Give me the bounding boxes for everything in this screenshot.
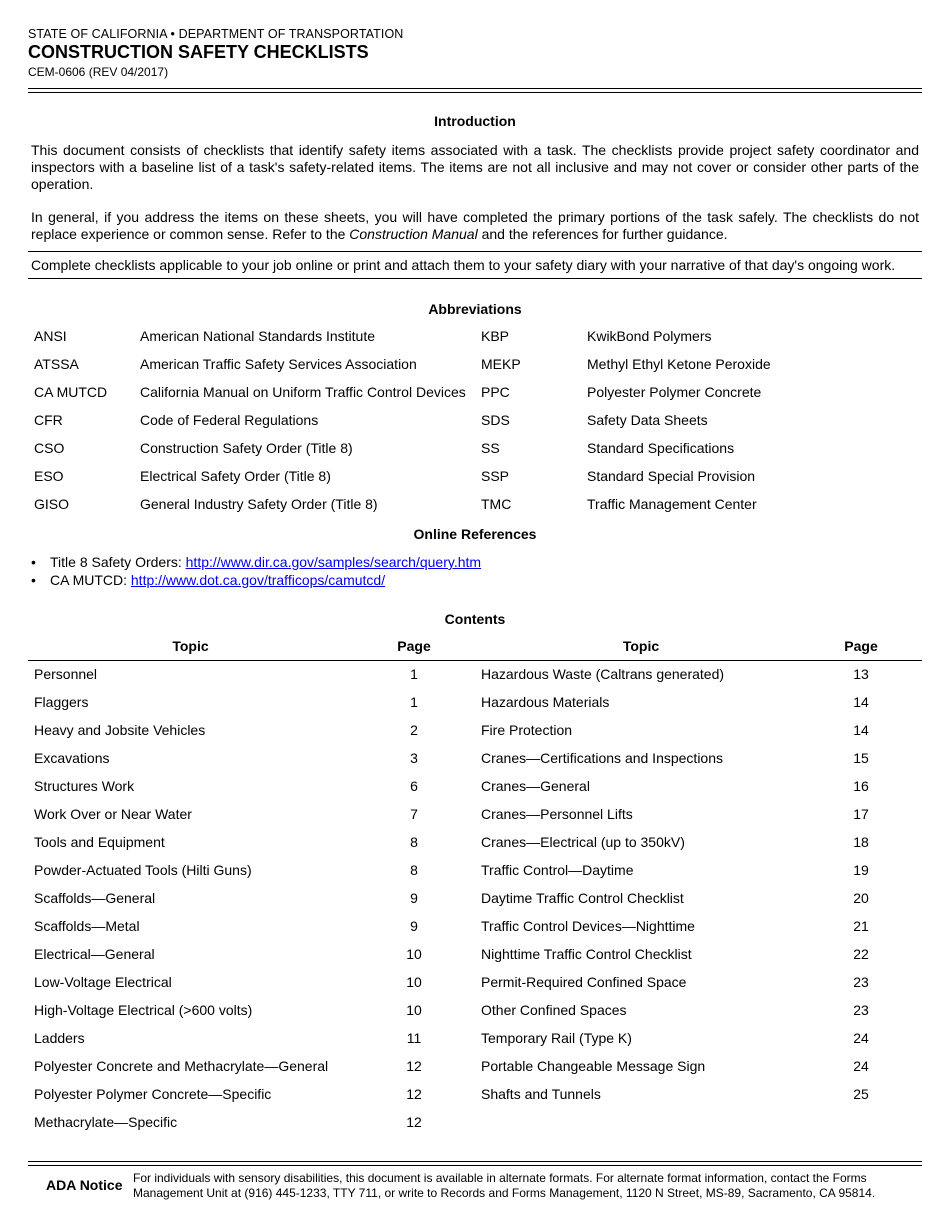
page-number: 10 xyxy=(406,1002,422,1018)
topic-entry: Low-Voltage Electrical xyxy=(34,974,172,990)
page-number: 9 xyxy=(410,918,418,934)
contents-row xyxy=(28,1002,922,1030)
topic-entry: Portable Changeable Message Sign xyxy=(481,1058,706,1074)
abbreviation-definition: Polyester Polymer Concrete xyxy=(587,384,762,400)
abbreviation-definition: American National Standards Institute xyxy=(140,328,376,344)
page-number: 17 xyxy=(853,806,869,822)
topic-column-header: Topic xyxy=(172,638,209,654)
abbreviation: GISO xyxy=(34,496,70,512)
contents-row xyxy=(28,1086,922,1114)
abbreviation-definition: California Manual on Uniform Traffic Control Devices xyxy=(140,384,466,400)
abbreviation-definition: Standard Specifications xyxy=(587,440,735,456)
abbreviation: CFR xyxy=(34,412,63,428)
topic-entry: Electrical—General xyxy=(34,946,155,962)
title8-safety-orders-link[interactable]: http://www.dir.ca.gov/samples/search/query.htm xyxy=(185,554,482,570)
abbreviation-row xyxy=(28,468,922,496)
page-number: 9 xyxy=(410,890,418,906)
contents-row xyxy=(28,862,922,890)
construction-manual-reference: Construction Manual xyxy=(349,226,478,242)
reference-label: Title 8 Safety Orders: xyxy=(50,554,186,570)
page-number: 1 xyxy=(410,694,418,710)
abbreviation: SS xyxy=(481,440,500,456)
page-number: 24 xyxy=(853,1058,869,1074)
notice-top-rule xyxy=(28,251,922,252)
contents-row xyxy=(28,834,922,862)
notice-bottom-rule xyxy=(28,278,922,279)
topic-entry: Scaffolds—General xyxy=(34,890,156,906)
topic-entry: Cranes—Certifications and Inspections xyxy=(481,750,724,766)
page-number: 23 xyxy=(853,1002,869,1018)
abbreviation-definition: General Industry Safety Order (Title 8) xyxy=(140,496,378,512)
topic-entry: Flaggers xyxy=(34,694,89,710)
abbreviation: CSO xyxy=(34,440,65,456)
bullet: • xyxy=(31,571,36,588)
agency-line: STATE OF CALIFORNIA • DEPARTMENT OF TRANSPORTATION xyxy=(28,27,404,41)
document-title: CONSTRUCTION SAFETY CHECKLISTS xyxy=(28,42,369,62)
contents-row xyxy=(28,890,922,918)
abbreviation: KBP xyxy=(481,328,510,344)
introduction-heading: Introduction xyxy=(434,113,516,129)
completion-notice: Complete checklists applicable to your job online or print and attach them to your safety diary with your narrative of that day's ongoing work. xyxy=(31,257,896,273)
topic-entry: Cranes—Electrical (up to 350kV) xyxy=(481,834,685,850)
abbreviation: PPC xyxy=(481,384,510,400)
topic-entry: Methacrylate—Specific xyxy=(34,1114,178,1130)
topic-entry: Excavations xyxy=(34,750,110,766)
page-number: 15 xyxy=(853,750,869,766)
page-number: 1 xyxy=(410,666,418,682)
contents-header-row xyxy=(28,638,922,661)
abbreviation-definition: Electrical Safety Order (Title 8) xyxy=(140,468,331,484)
page-number: 24 xyxy=(853,1030,869,1046)
abbreviation: ANSI xyxy=(34,328,67,344)
abbreviation: ATSSA xyxy=(34,356,79,372)
page-number: 25 xyxy=(853,1086,869,1102)
page-number: 14 xyxy=(853,694,869,710)
page-number: 21 xyxy=(853,918,869,934)
abbreviation: CA MUTCD xyxy=(34,384,108,400)
abbreviation-definition: American Traffic Safety Services Association xyxy=(140,356,417,372)
page-number: 7 xyxy=(410,806,418,822)
contents-heading: Contents xyxy=(444,611,506,627)
topic-entry: Work Over or Near Water xyxy=(34,806,192,822)
topic-entry: Heavy and Jobsite Vehicles xyxy=(34,722,206,738)
page-number: 14 xyxy=(853,722,869,738)
page-number: 12 xyxy=(406,1086,422,1102)
page-number: 23 xyxy=(853,974,869,990)
abbreviation: SDS xyxy=(481,412,510,428)
page-number: 22 xyxy=(853,946,869,962)
page-column-header-2: Page xyxy=(844,638,878,654)
intro-paragraph-1: This document consists of checklists that identify safety items associated with a task. The checklists provide project safety coordinator and inspectors with a baseline list of a task's safety-related items. The items are not all inclusive and may not cover or consider other parts of the operation. xyxy=(31,142,919,192)
topic-entry: Traffic Control Devices—Nighttime xyxy=(481,918,695,934)
page-number: 10 xyxy=(406,974,422,990)
topic-entry: Cranes—General xyxy=(481,778,590,794)
contents-row xyxy=(28,974,922,1002)
page-number: 13 xyxy=(853,666,869,682)
page-number: 3 xyxy=(410,750,418,766)
topic-entry: Other Confined Spaces xyxy=(481,1002,627,1018)
abbreviation-definition: Standard Special Provision xyxy=(587,468,756,484)
topic-entry: Permit-Required Confined Space xyxy=(481,974,687,990)
contents-row xyxy=(28,1030,922,1058)
topic-entry: Polyester Concrete and Methacrylate—General xyxy=(34,1058,329,1074)
page-number: 10 xyxy=(406,946,422,962)
contents-row xyxy=(28,1058,922,1086)
footer-divider xyxy=(28,1161,922,1166)
abbreviation-definition: Traffic Management Center xyxy=(587,496,757,512)
contents-row xyxy=(28,694,922,722)
abbreviation: ESO xyxy=(34,468,64,484)
abbreviation-row xyxy=(28,328,922,356)
page-number: 20 xyxy=(853,890,869,906)
reference-item xyxy=(28,554,922,572)
contents-row xyxy=(28,750,922,778)
contents-row xyxy=(28,806,922,834)
contents-row xyxy=(28,918,922,946)
contents-row xyxy=(28,946,922,974)
abbreviations-heading: Abbreviations xyxy=(428,301,522,317)
topic-column-header-2: Topic xyxy=(622,638,660,654)
page-number: 2 xyxy=(410,722,418,738)
abbreviation: MEKP xyxy=(481,356,521,372)
topic-entry: Tools and Equipment xyxy=(34,834,165,850)
abbreviation-definition: KwikBond Polymers xyxy=(587,328,712,344)
topic-entry: High-Voltage Electrical (>600 volts) xyxy=(34,1002,253,1018)
page-number: 16 xyxy=(853,778,869,794)
ca-mutcd-link[interactable]: http://www.dot.ca.gov/trafficops/camutcd/ xyxy=(130,571,386,588)
topic-entry: Scaffolds—Metal xyxy=(34,918,140,934)
page-number: 8 xyxy=(410,862,418,878)
topic-entry: Shafts and Tunnels xyxy=(481,1086,601,1102)
page-number: 18 xyxy=(853,834,869,850)
topic-entry: Powder-Actuated Tools (Hilti Guns) xyxy=(34,862,252,878)
topic-entry: Daytime Traffic Control Checklist xyxy=(481,890,684,906)
contents-row xyxy=(28,722,922,750)
reference-label: CA MUTCD: xyxy=(50,571,131,588)
reference-item xyxy=(28,572,922,590)
header-divider xyxy=(28,88,922,93)
contents-row xyxy=(28,1114,922,1142)
topic-entry: Polyester Polymer Concrete—Specific xyxy=(34,1086,272,1102)
intro-paragraph-2 xyxy=(31,209,919,243)
topic-entry: Nighttime Traffic Control Checklist xyxy=(481,946,692,962)
online-references-heading: Online References xyxy=(413,526,537,542)
abbreviation-row xyxy=(28,496,922,524)
topic-entry: Traffic Control—Daytime xyxy=(481,862,634,878)
topic-entry: Structures Work xyxy=(34,778,135,794)
intro-paragraph-2-start: In general, if you address the items on these sheets, you will have completed the primary portions of the task safely. The checklists do not replace experience or common sense. Refer to the xyxy=(31,209,919,242)
page-column-header: Page xyxy=(397,638,431,654)
ada-notice-label: ADA Notice xyxy=(46,1177,123,1193)
abbreviation: TMC xyxy=(481,496,512,512)
intro-paragraph-2-end: and the references for further guidance. xyxy=(477,226,728,242)
page-number: 8 xyxy=(410,834,418,850)
abbreviation-row xyxy=(28,356,922,384)
abbreviation: SSP xyxy=(481,468,510,484)
topic-entry: Personnel xyxy=(34,666,98,682)
abbreviation-row xyxy=(28,384,922,412)
page-number: 12 xyxy=(406,1058,422,1074)
page-number: 6 xyxy=(410,778,418,794)
topic-entry: Hazardous Materials xyxy=(481,694,610,710)
page-number: 19 xyxy=(853,862,869,878)
topic-entry: Ladders xyxy=(34,1030,85,1046)
page-number: 12 xyxy=(406,1114,422,1130)
page-number: 11 xyxy=(406,1030,422,1046)
contents-row xyxy=(28,778,922,806)
abbreviation-definition: Safety Data Sheets xyxy=(587,412,708,428)
topic-entry: Fire Protection xyxy=(481,722,573,738)
abbreviation-row xyxy=(28,412,922,440)
abbreviation-definition: Methyl Ethyl Ketone Peroxide xyxy=(587,356,771,372)
online-references-list xyxy=(28,554,922,589)
abbreviation-definition: Construction Safety Order (Title 8) xyxy=(140,440,353,456)
bullet: • xyxy=(31,554,36,570)
form-number: CEM-0606 (REV 04/2017) xyxy=(28,65,169,79)
topic-entry: Hazardous Waste (Caltrans generated) xyxy=(481,666,725,682)
abbreviation-definition: Code of Federal Regulations xyxy=(140,412,319,428)
contents-row xyxy=(28,666,922,694)
topic-entry: Cranes—Personnel Lifts xyxy=(481,806,633,822)
topic-entry: Temporary Rail (Type K) xyxy=(481,1030,632,1046)
ada-notice-text: For individuals with sensory disabilities, this document is available in alternate formats. For alternate format information, contact the Forms Management Unit at (916) 445-1233, TTY 711, or write to Records and Forms Management, 1120 N Street, MS-89, Sacramento, CA 95814. xyxy=(133,1171,876,1200)
abbreviation-row xyxy=(28,440,922,468)
